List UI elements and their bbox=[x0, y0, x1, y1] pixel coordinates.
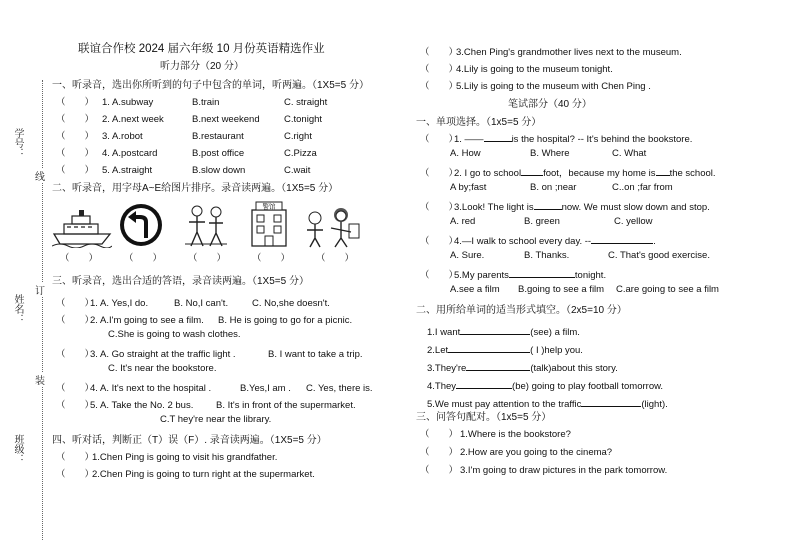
question-1 bbox=[420, 131, 719, 148]
children-picture bbox=[303, 206, 361, 248]
building-sign-text: 警馆 bbox=[262, 202, 276, 211]
statement-text: 3.Chen Ping's grandmother lives next to the museum. bbox=[456, 47, 682, 58]
answer-paren[interactable]: （ ） bbox=[56, 469, 95, 480]
answer-paren[interactable]: （ ） bbox=[56, 452, 95, 463]
question-text: the school. bbox=[669, 168, 716, 179]
list-item bbox=[56, 295, 373, 312]
question-3 bbox=[420, 199, 719, 216]
list-item bbox=[56, 128, 327, 145]
list-item bbox=[56, 346, 373, 363]
name-label: 姓名： bbox=[12, 294, 23, 324]
listen1-list bbox=[56, 94, 327, 179]
option-c: C.Pizza bbox=[284, 148, 317, 159]
list-item bbox=[56, 94, 327, 111]
listen3-list bbox=[56, 295, 373, 431]
option-b: B. Where bbox=[530, 148, 570, 159]
list-item bbox=[56, 466, 315, 483]
list-item bbox=[56, 312, 373, 329]
answer-paren[interactable]: （ ） bbox=[420, 64, 459, 75]
list-item bbox=[420, 462, 667, 480]
option-b: B. He is going to go for a picnic. bbox=[218, 315, 353, 326]
blank-line[interactable] bbox=[591, 234, 653, 244]
list-item bbox=[56, 397, 373, 414]
question-text: 2.How are you going to the cinema? bbox=[460, 447, 613, 458]
option-a: 3. A. Go straight at the traffic light . bbox=[90, 349, 236, 360]
option-a: 1. A. Yes,I do. bbox=[90, 298, 149, 309]
option-a: 3. A.robot bbox=[102, 131, 143, 142]
question-1-options bbox=[420, 148, 719, 165]
listen4-heading: 四、听对话，判断正（T）误（F）. 录音读两遍。（1X5=5 分） bbox=[52, 435, 327, 446]
list-item bbox=[56, 162, 327, 179]
option-b: B. Thanks. bbox=[524, 250, 570, 261]
option-b: B.going to see a film bbox=[518, 284, 605, 295]
question-text: 3.Look! The light is bbox=[454, 202, 534, 213]
question-text: 4.—I walk to school every day. -- bbox=[454, 236, 592, 247]
answer-paren[interactable]: （ ） bbox=[56, 315, 95, 326]
blank-line[interactable] bbox=[448, 343, 530, 353]
answer-paren[interactable]: （ ） bbox=[56, 131, 95, 142]
people-picture bbox=[183, 202, 229, 248]
blank-line[interactable] bbox=[581, 397, 641, 407]
fill-item bbox=[427, 343, 668, 361]
part3-list bbox=[420, 426, 667, 480]
blank-line[interactable] bbox=[460, 325, 530, 335]
blank-line[interactable] bbox=[534, 200, 562, 210]
listen3-heading: 三、听录音，选出合适的答语，录音读两遍。（1X5=5 分） bbox=[52, 276, 309, 287]
answer-paren[interactable]: （ ） bbox=[420, 236, 459, 247]
list-item bbox=[56, 449, 315, 466]
option-c: C. yellow bbox=[614, 216, 653, 227]
option-a: A. red bbox=[450, 216, 476, 227]
question-5 bbox=[420, 267, 719, 284]
fill-text: 1.I want bbox=[427, 327, 461, 338]
question-text: . bbox=[653, 236, 656, 247]
answer-paren[interactable]: （ ） bbox=[56, 298, 95, 309]
option-b: B. No,I can't. bbox=[174, 298, 229, 309]
answer-paren[interactable]: （ ） bbox=[420, 202, 459, 213]
fill-text: 5.We must pay attention to the traffic bbox=[427, 399, 582, 410]
list-item bbox=[420, 78, 682, 95]
blank-line[interactable] bbox=[456, 379, 512, 389]
part1-list bbox=[420, 131, 719, 301]
answer-paren[interactable]: （ ） bbox=[56, 114, 95, 125]
exam-title: 联谊合作校 2024 届六年级 10 月份英语精选作业 bbox=[78, 43, 325, 55]
question-text: 2. I go to school bbox=[454, 168, 522, 179]
answer-paren[interactable]: （ ） bbox=[420, 81, 459, 92]
option-b: B.Yes,I am . bbox=[240, 383, 291, 394]
fill-text: 2.Let bbox=[427, 345, 449, 356]
option-a: 4. A. It's next to the hospital . bbox=[90, 383, 212, 394]
answer-paren[interactable]: （ ） bbox=[420, 465, 459, 476]
fill-text: (be) going to play football tomorrow. bbox=[512, 381, 664, 392]
answer-paren[interactable]: （ ） bbox=[420, 447, 459, 458]
line-char-ding: 订 bbox=[35, 282, 45, 297]
answer-paren[interactable]: （ ） bbox=[420, 168, 459, 179]
line-char-xian: 线 bbox=[35, 168, 45, 183]
list-item bbox=[420, 444, 667, 462]
option-b: B.slow down bbox=[192, 165, 246, 176]
statement-text: 5.Lily is going to the museum with Chen Ping . bbox=[456, 81, 651, 92]
question-text: foot，because my home is bbox=[543, 168, 656, 179]
option-c: C.She is going to wash clothes. bbox=[108, 329, 241, 340]
blank-line[interactable] bbox=[521, 166, 543, 176]
option-b: B. on ;near bbox=[530, 182, 577, 193]
option-c: C. It's near the bookstore. bbox=[108, 363, 217, 374]
blank-line[interactable] bbox=[509, 268, 575, 278]
option-a: A. How bbox=[450, 148, 481, 159]
fill-text: ( I )help you. bbox=[530, 345, 583, 356]
statement-text: 1.Chen Ping is going to visit his grandfather. bbox=[92, 452, 278, 463]
question-4 bbox=[420, 233, 719, 250]
list-item bbox=[56, 414, 373, 431]
answer-paren[interactable]: （ ） bbox=[56, 148, 95, 159]
listen2-heading: 二、听录音，用字母A~E给图片排序。录音读两遍。（1X5=5 分） bbox=[52, 183, 339, 194]
fill-text: (talk)about this story. bbox=[530, 363, 618, 374]
option-c: C.wait bbox=[284, 165, 311, 176]
blank-line[interactable] bbox=[466, 361, 530, 371]
picture-answer-4[interactable]: （ ） bbox=[252, 253, 291, 264]
list-item bbox=[420, 44, 682, 61]
fill-item bbox=[427, 325, 668, 343]
statement-text: 4.Lily is going to the museum tonight. bbox=[456, 64, 613, 75]
option-c: C.T hey're near the library. bbox=[160, 414, 272, 425]
option-c: C.tonight bbox=[284, 114, 323, 125]
list-item bbox=[420, 426, 667, 444]
fill-item bbox=[427, 361, 668, 379]
listen4-list-right bbox=[420, 44, 682, 95]
question-2-options bbox=[420, 182, 719, 199]
list-item bbox=[56, 145, 327, 162]
option-c: C. Yes, there is. bbox=[306, 383, 373, 394]
question-text: 5.My parents bbox=[454, 270, 509, 281]
list-item bbox=[56, 363, 373, 380]
option-b: B.post office bbox=[192, 148, 245, 159]
option-b: B.restaurant bbox=[192, 131, 244, 142]
option-c: C.are going to see a film bbox=[616, 284, 719, 295]
answer-paren[interactable]: （ ） bbox=[56, 383, 95, 394]
option-c: C. That's good exercise. bbox=[608, 250, 710, 261]
line-char-zhuang: 装 bbox=[35, 372, 45, 387]
option-a: 2. A.next week bbox=[102, 114, 164, 125]
part3-heading: 三、问答句配对。（1x5=5 分） bbox=[416, 412, 552, 423]
question-text: 3.I'm going to draw pictures in the park tomorrow. bbox=[460, 465, 668, 476]
question-text: 1. —— bbox=[454, 134, 484, 145]
answer-paren[interactable]: （ ） bbox=[56, 97, 95, 108]
list-item bbox=[420, 61, 682, 78]
picture-answer-3[interactable]: （ ） bbox=[188, 253, 227, 264]
class-label: 班级： bbox=[12, 434, 23, 464]
option-a: 2. A.I'm going to see a film. bbox=[90, 315, 204, 326]
option-a: A by;fast bbox=[450, 182, 487, 193]
question-5-options bbox=[420, 284, 719, 301]
answer-paren[interactable]: （ ） bbox=[420, 429, 459, 440]
list-item bbox=[56, 329, 373, 346]
question-3-options bbox=[420, 216, 719, 233]
picture-answer-1[interactable]: （ ） bbox=[60, 253, 99, 264]
answer-paren[interactable]: （ ） bbox=[420, 47, 459, 58]
picture-answer-2[interactable]: （ ） bbox=[124, 253, 163, 264]
option-a: A. Sure. bbox=[450, 250, 485, 261]
question-text: tonight. bbox=[574, 270, 607, 281]
question-2 bbox=[420, 165, 719, 182]
turn-left-sign-picture bbox=[118, 202, 164, 248]
option-c: C..on ;far from bbox=[612, 182, 673, 193]
answer-paren[interactable]: （ ） bbox=[56, 400, 95, 411]
part2-heading: 二、用所给单词的适当形式填空。（2x5=10 分） bbox=[416, 305, 627, 316]
fill-text: (light). bbox=[641, 399, 668, 410]
listen1-heading: 一、听录音，选出你所听到的句子中包含的单词，听两遍。（1X5=5 分） bbox=[52, 80, 369, 91]
option-b: B. green bbox=[524, 216, 560, 227]
option-b: B.train bbox=[192, 97, 220, 108]
answer-paren[interactable]: （ ） bbox=[420, 134, 459, 145]
blank-line[interactable] bbox=[656, 166, 670, 176]
question-text: is the hospital? -- It's behind the bookstore. bbox=[511, 134, 693, 145]
list-item bbox=[56, 111, 327, 128]
question-text: 1.Where is the bookstore? bbox=[460, 429, 571, 440]
question-text: now. We must slow down and stop. bbox=[561, 202, 710, 213]
option-a: 5. A.straight bbox=[102, 165, 153, 176]
blank-line[interactable] bbox=[484, 132, 512, 142]
picture-answer-5[interactable]: （ ） bbox=[316, 253, 355, 264]
listen2-parens bbox=[60, 250, 354, 264]
statement-text: 2.Chen Ping is going to turn right at the supermarket. bbox=[92, 469, 315, 480]
answer-paren[interactable]: （ ） bbox=[56, 349, 95, 360]
fill-text: 3.They're bbox=[427, 363, 467, 374]
question-4-options bbox=[420, 250, 719, 267]
building-picture bbox=[246, 200, 292, 248]
answer-paren[interactable]: （ ） bbox=[56, 165, 95, 176]
option-b: B. I want to take a trip. bbox=[268, 349, 363, 360]
listening-part-title: 听力部分（20 分） bbox=[160, 61, 244, 72]
fill-text: 4.They bbox=[427, 381, 457, 392]
option-a: 4. A.postcard bbox=[102, 148, 158, 159]
list-item bbox=[56, 380, 373, 397]
student-id-label: 学号： bbox=[12, 128, 23, 158]
listen4-list-left bbox=[56, 449, 315, 483]
option-c: C. What bbox=[612, 148, 647, 159]
part2-list bbox=[427, 325, 668, 415]
option-a: A.see a film bbox=[450, 284, 500, 295]
fill-item bbox=[427, 379, 668, 397]
written-part-title: 笔试部分（40 分） bbox=[508, 99, 592, 110]
part1-heading: 一、单项选择。（1x5=5 分） bbox=[416, 117, 542, 128]
option-a: 5. A. Take the No. 2 bus. bbox=[90, 400, 194, 411]
ship-picture bbox=[52, 208, 112, 248]
option-b: B. It's in front of the supermarket. bbox=[216, 400, 356, 411]
binding-line bbox=[42, 80, 43, 540]
fill-text: (see) a film. bbox=[530, 327, 580, 338]
answer-paren[interactable]: （ ） bbox=[420, 270, 459, 281]
option-a: 1. A.subway bbox=[102, 97, 154, 108]
option-c: C. straight bbox=[284, 97, 328, 108]
option-c: C.right bbox=[284, 131, 312, 142]
option-b: B.next weekend bbox=[192, 114, 260, 125]
option-c: C. No,she doesn't. bbox=[252, 298, 330, 309]
